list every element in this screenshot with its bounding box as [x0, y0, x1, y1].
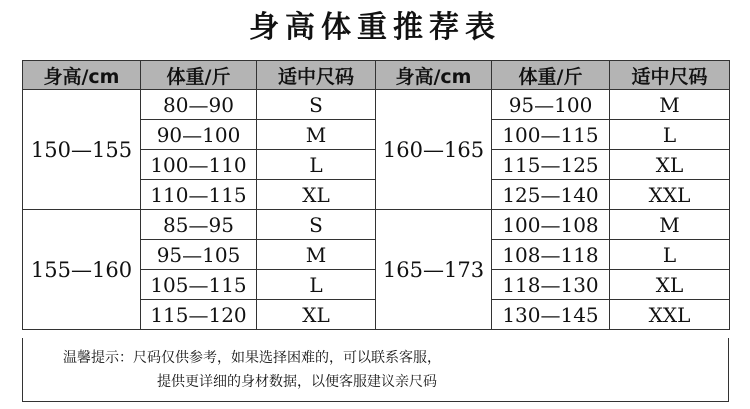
weight-cell: 100—115: [492, 120, 610, 150]
weight-cell: 118—130: [492, 270, 610, 300]
weight-cell: 85—95: [141, 210, 257, 240]
weight-cell: 95—105: [141, 240, 257, 270]
table-row: [23, 210, 730, 240]
size-cell: L: [610, 120, 730, 150]
weight-cell: 100—110: [141, 150, 257, 180]
size-cell: M: [610, 210, 730, 240]
size-cell: L: [257, 150, 376, 180]
size-tip-note: [22, 338, 729, 402]
size-cell: XL: [610, 270, 730, 300]
size-cell: XL: [257, 180, 376, 210]
header-height-right: 身高/cm: [376, 61, 492, 90]
header-weight-left: 体重/斤: [141, 61, 257, 90]
weight-cell: 90—100: [141, 120, 257, 150]
weight-cell: 80—90: [141, 90, 257, 120]
size-cell: S: [257, 210, 376, 240]
table-header-row: [23, 61, 730, 90]
weight-cell: 115—120: [141, 300, 257, 330]
page-title: 身高体重推荐表: [249, 10, 501, 45]
size-cell: M: [257, 240, 376, 270]
size-cell: XXL: [610, 300, 730, 330]
weight-cell: 108—118: [492, 240, 610, 270]
weight-cell: 110—115: [141, 180, 257, 210]
table-row: [23, 90, 730, 120]
header-size-right: 适中尺码: [610, 61, 730, 90]
size-cell: XXL: [610, 180, 730, 210]
tip-line-2: 提供更详细的身材数据，以便客服建议亲尺码: [157, 374, 437, 390]
header-size-left: 适中尺码: [257, 61, 376, 90]
size-cell: L: [257, 270, 376, 300]
weight-cell: 115—125: [492, 150, 610, 180]
weight-cell: 95—100: [492, 90, 610, 120]
size-chart-table: [22, 60, 730, 330]
size-cell: S: [257, 90, 376, 120]
header-height-left: 身高/cm: [23, 61, 141, 90]
size-cell: XL: [610, 150, 730, 180]
weight-cell: 125—140: [492, 180, 610, 210]
height-range-cell: 150—155: [23, 90, 141, 210]
header-weight-right: 体重/斤: [492, 61, 610, 90]
weight-cell: 105—115: [141, 270, 257, 300]
weight-cell: 130—145: [492, 300, 610, 330]
height-range-cell: 165—173: [376, 210, 492, 330]
height-range-cell: 160—165: [376, 90, 492, 210]
size-cell: XL: [257, 300, 376, 330]
height-range-cell: 155—160: [23, 210, 141, 330]
size-cell: M: [610, 90, 730, 120]
size-cell: M: [257, 120, 376, 150]
weight-cell: 100—108: [492, 210, 610, 240]
tip-line-1: 温馨提示：尺码仅供参考，如果选择困难的，可以联系客服，: [63, 350, 441, 366]
size-cell: L: [610, 240, 730, 270]
